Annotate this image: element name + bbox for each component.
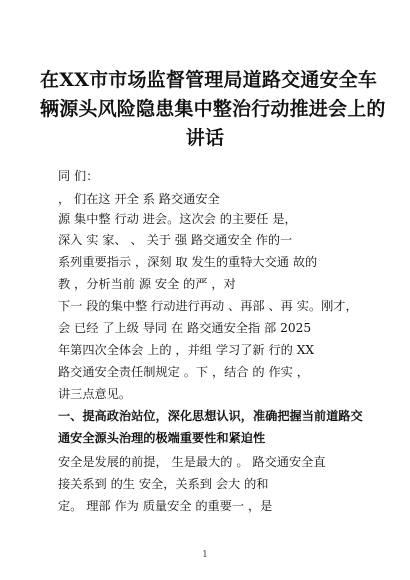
paragraph-line: 定。 理部 作为 质量安全 的重要一 ，是 bbox=[58, 499, 273, 513]
paragraph-line: 深入 实 家、 、 关于 强 路交通安全 作的一 bbox=[58, 233, 293, 247]
paragraph-line: 会 已经 了上级 导同 在 路交通安全指 部 2025 bbox=[58, 321, 312, 335]
title-line: 在XX市市场监督管理局道路交通安全车 bbox=[40, 69, 378, 91]
paragraph-line: 安全是发展的前提， 生是最大的 。 路交通安全直 bbox=[58, 455, 326, 469]
paragraph-line: 接关系到 的生 安全，关系到 会大 的和 bbox=[58, 477, 269, 491]
title-line: 讲话 bbox=[185, 127, 225, 149]
paragraph-line: 年第四次全体会 上的 ，并组 学习了新 行的 XX bbox=[58, 343, 315, 357]
paragraph-line: 教 ，分析当前 源 安全 的严 ，对 bbox=[58, 277, 236, 291]
paragraph-line: ， 们在这 开全 系 路交通安全 bbox=[58, 192, 220, 206]
salutation: 同 们： bbox=[58, 169, 99, 183]
section-heading-line: 通安全源头治理的极端重要性和紧迫性 bbox=[58, 431, 266, 445]
paragraph-line: 系列重要指示 ，深刻 取 发生的重特大交通 故的 bbox=[58, 255, 318, 269]
paragraph-line: 源 集中整 行动 进会。这次会 的主要任 是， bbox=[58, 212, 297, 226]
document-title bbox=[40, 66, 386, 153]
paragraph-line: 讲三点意见。 bbox=[58, 387, 132, 401]
paragraph-line: 下一 段的集中整 行动进行再动 、再部 、再 实。刚才， bbox=[58, 299, 358, 313]
paragraph-line: 路交通安全责任制规定 。下 ，结合 的 作实 ， bbox=[58, 365, 309, 379]
page-number: 1 bbox=[202, 550, 208, 560]
title-line: 辆源头风险隐患集中整治行动推进会上的 bbox=[40, 98, 386, 120]
section-heading-line: 一、提高政治站位，深化思想认识，准确把握当前道路交 bbox=[58, 409, 363, 423]
